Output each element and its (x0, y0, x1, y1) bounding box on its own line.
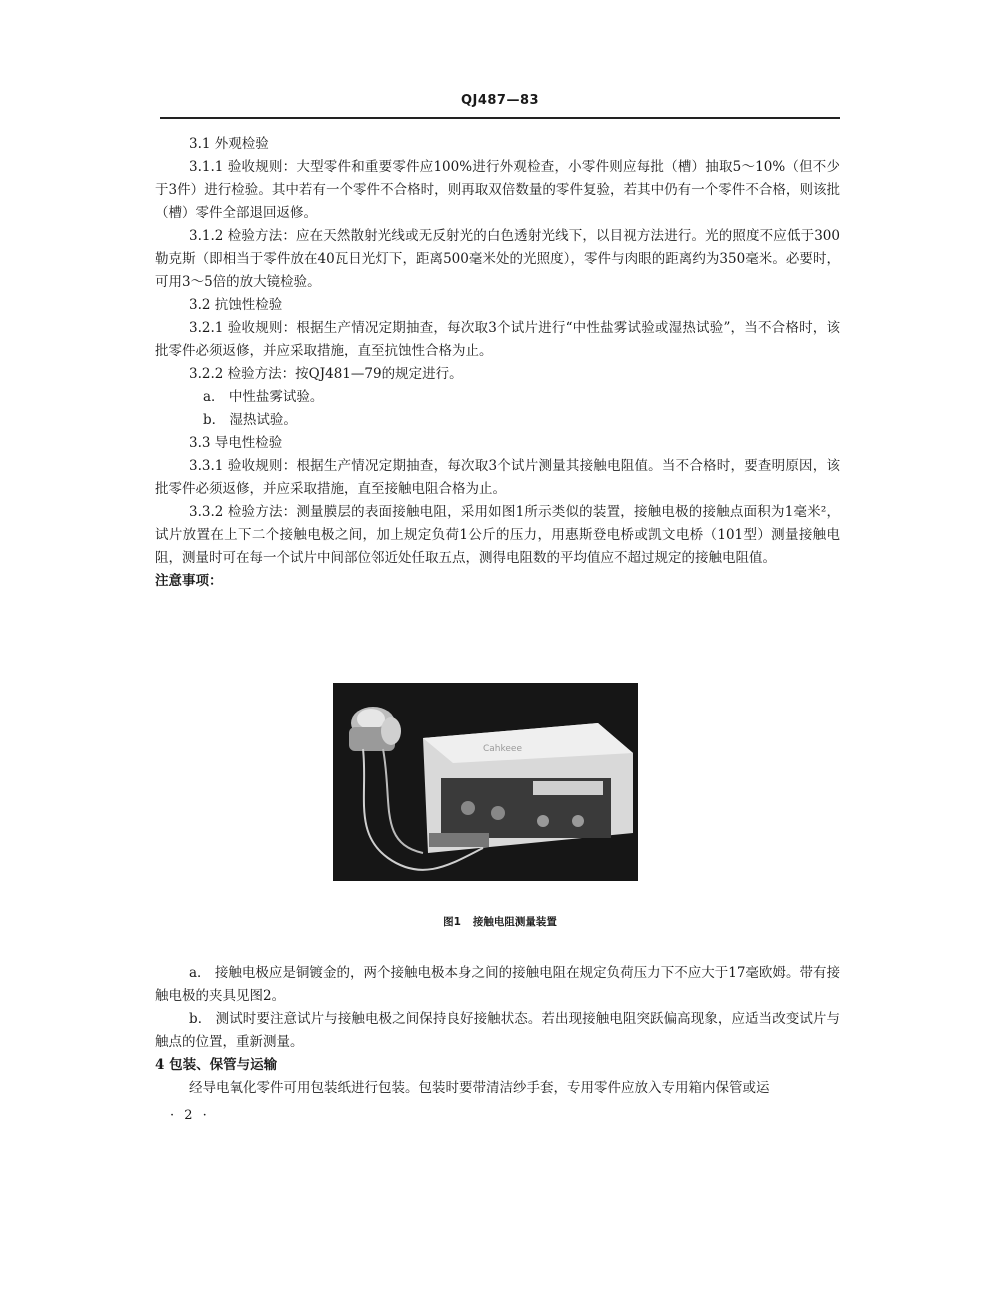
section-3-3-1: 3.3.1 验收规则：根据生产情况定期抽查，每次取3个试片测量其接触电阻值。当不合格时，要查明原因，该批零件必须返修，并应采取措施，直至接触电阻合格为止。 (155, 458, 840, 497)
measurement-device-illustration (333, 683, 638, 881)
section-3-3-title: 3.3 导电性检验 (189, 435, 283, 451)
body-text (155, 133, 840, 593)
note-b: b． 测试时要注意试片与接触电极之间保持良好接触状态。若出现接触电阻突跃偏高现象，应适当改变试片与触点的位置，重新测量。 (155, 1011, 840, 1050)
section-3-2-title: 3.2 抗蚀性检验 (189, 297, 283, 313)
section-3-1-2: 3.1.2 检验方法：应在天然散射光线或无反射光的白色透射光线下，以目视方法进行。光的照度不应低于300勒克斯（即相当于零件放在40瓦日光灯下，距离500毫米处的光照度），零件与肉眼的距离约为350毫米。必要时，可用3～5倍的放大镜检验。 (155, 228, 840, 290)
page-number: · 2 · (170, 1108, 210, 1123)
standard-code: QJ487—83 (460, 93, 540, 108)
section-3-2-2-item-b: b． 湿热试验。 (203, 412, 297, 428)
section-3-2-1: 3.2.1 验收规则：根据生产情况定期抽查，每次取3个试片进行“中性盐雾试验或湿热试验”，当不合格时，该批零件必须返修，并应采取措施，直至抗蚀性合格为止。 (155, 320, 840, 359)
section-3-2-2-item-a: a． 中性盐雾试验。 (203, 389, 324, 405)
note-a: a． 接触电极应是铜镀金的，两个接触电极本身之间的接触电阻在规定负荷压力下不应大于17毫欧姆。带有接触电极的夹具见图2。 (155, 965, 840, 1004)
section-4-text: 经导电氧化零件可用包装纸进行包装。包装时要带清洁纱手套，专用零件应放入专用箱内保管或运 (189, 1080, 770, 1096)
header-rule (160, 117, 840, 119)
section-4-title: 4 包装、保管与运输 (155, 1057, 278, 1073)
section-3-2-2: 3.2.2 检验方法：按QJ481—79的规定进行。 (189, 366, 463, 382)
section-3-3-2: 3.3.2 检验方法：测量膜层的表面接触电阻，采用如图1所示类似的装置，接触电极的接触点面积为1毫米²，试片放置在上下二个接触电极之间，加上规定负荷1公斤的压力，用惠斯登电桥或凯文电桥（101型）测量接触电阻，测量时可在每一个试片中间部位邻近处任取五点，测得电阻数的平均值应不超过规定的接触电阻值。 (155, 504, 840, 566)
figure-caption-text: 接触电阻测量装置 (472, 916, 557, 928)
device-label: Cahkeee (483, 744, 523, 754)
figure-number: 图1 (443, 916, 461, 928)
section-3-1-title: 3.1 外观检验 (189, 136, 269, 152)
lower-text (155, 962, 840, 1100)
notes-heading: 注意事项： (155, 573, 223, 589)
figure-1-caption (0, 914, 1000, 929)
section-3-1-1: 3.1.1 验收规则：大型零件和重要零件应100%进行外观检查，小零件则应每批（槽）抽取5～10%（但不少于3件）进行检验。其中若有一个零件不合格时，则再取双倍数量的零件复验，若其中仍有一个零件不合格，则该批（槽）零件全部退回返修。 (155, 159, 840, 221)
figure-1-photo (333, 683, 638, 881)
